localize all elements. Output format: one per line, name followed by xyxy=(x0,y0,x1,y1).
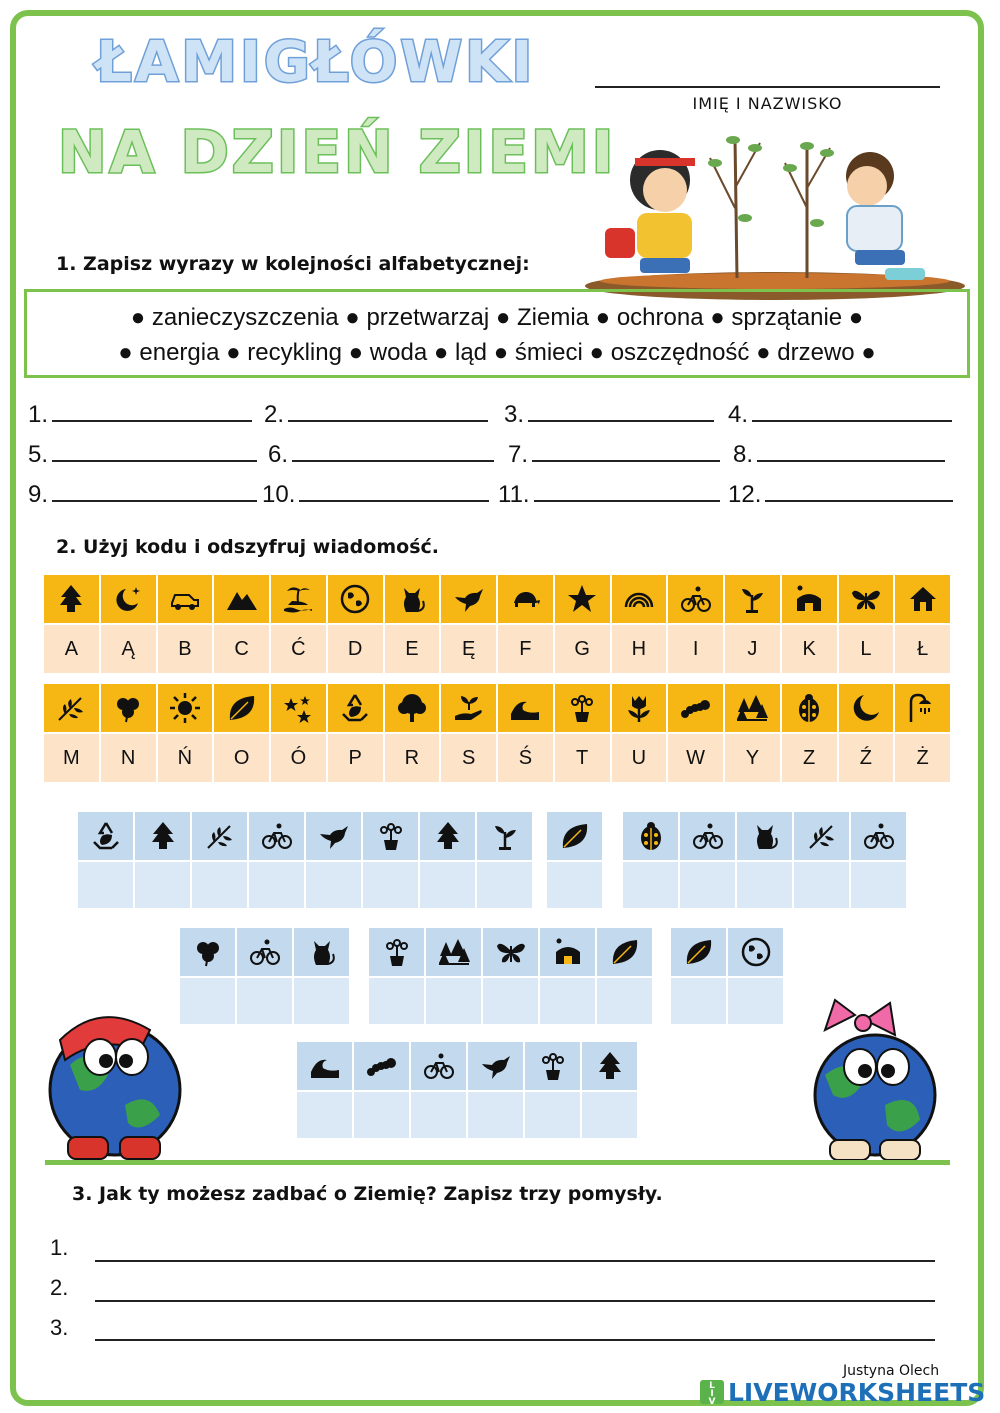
puzzle-symbol xyxy=(671,928,726,976)
puzzle-letter-input[interactable] xyxy=(671,978,726,1024)
puzzle-cell xyxy=(369,928,424,1024)
hummingbird-icon xyxy=(480,1050,512,1082)
puzzle-symbol xyxy=(728,928,783,976)
page-title-line1: ŁAMIGŁÓWKI xyxy=(96,30,536,95)
alphabetical-answer-blank[interactable] xyxy=(728,480,953,509)
puzzle-word xyxy=(78,812,532,908)
hummingbird-icon xyxy=(453,583,485,615)
puzzle-letter-input[interactable] xyxy=(547,862,602,908)
flower-pot-icon xyxy=(375,820,407,852)
name-field-label: IMIĘ I NAZWISKO xyxy=(692,94,843,113)
legend-symbol-cell xyxy=(271,575,326,623)
puzzle-cell xyxy=(671,928,726,1024)
code-legend-row1-letters xyxy=(44,625,950,673)
blank-number: 3. xyxy=(504,401,525,428)
leaf-icon xyxy=(683,936,715,968)
blank-number: 1. xyxy=(28,401,49,428)
leaf-icon xyxy=(609,936,641,968)
puzzle-cell xyxy=(249,812,304,908)
legend-symbol-cell xyxy=(441,575,496,623)
puzzle-cell xyxy=(623,812,678,908)
forest-icon xyxy=(438,936,470,968)
clover-icon xyxy=(112,692,144,724)
puzzle-symbol xyxy=(794,812,849,860)
author-signature: Justyna Olech xyxy=(843,1363,940,1379)
legend-letter-cell: R xyxy=(385,734,440,782)
idea-number: 2. xyxy=(50,1275,69,1300)
legend-symbol-cell xyxy=(441,684,496,732)
house-icon xyxy=(907,583,939,615)
star-icon xyxy=(566,583,598,615)
puzzle-letter-input[interactable] xyxy=(369,978,424,1024)
puzzle-cell xyxy=(737,812,792,908)
legend-letter-cell: Ó xyxy=(271,734,326,782)
blank-line[interactable] xyxy=(528,400,714,422)
puzzle-letter-input[interactable] xyxy=(477,862,532,908)
alphabetical-answer-blank[interactable] xyxy=(262,480,489,509)
legend-letter-cell: T xyxy=(555,734,610,782)
legend-symbol-cell xyxy=(214,684,269,732)
alphabetical-answer-blank[interactable] xyxy=(733,440,945,469)
blank-line[interactable] xyxy=(52,440,257,462)
legend-symbol-cell xyxy=(44,575,99,623)
legend-symbol-cell xyxy=(498,684,553,732)
legend-letter-cell: O xyxy=(214,734,269,782)
hummingbird-icon xyxy=(318,820,350,852)
globe-girl-mascot xyxy=(795,995,955,1165)
code-legend-row1-icons xyxy=(44,575,950,623)
puzzle-letter-input[interactable] xyxy=(420,862,475,908)
puzzle-letter-input[interactable] xyxy=(525,1092,580,1138)
sprout-icon xyxy=(736,583,768,615)
code-legend-row2-icons xyxy=(44,684,950,732)
puzzle-word xyxy=(369,928,652,1024)
idea-answer-line-3[interactable] xyxy=(95,1339,935,1341)
cat-icon xyxy=(306,936,338,968)
legend-letter-cell: B xyxy=(158,625,213,673)
puzzle-symbol xyxy=(525,1042,580,1090)
q3-title: 3. Jak ty możesz zadbać o Ziemię? Zapisz trzy pomysły. xyxy=(72,1183,663,1205)
puzzle-cell xyxy=(477,812,532,908)
legend-letter-cell: D xyxy=(328,625,383,673)
legend-symbol-cell xyxy=(158,684,213,732)
legend-symbol-cell xyxy=(895,575,950,623)
island-palm-icon xyxy=(282,583,314,615)
legend-letter-cell: I xyxy=(668,625,723,673)
puzzle-letter-input[interactable] xyxy=(597,978,652,1024)
bicycle-icon xyxy=(249,936,281,968)
puzzle-letter-input[interactable] xyxy=(135,862,190,908)
legend-letter-cell: J xyxy=(725,625,780,673)
leaf-icon xyxy=(226,692,258,724)
legend-symbol-cell xyxy=(668,575,723,623)
puzzle-cell xyxy=(78,812,133,908)
legend-symbol-cell xyxy=(725,684,780,732)
puzzle-letter-input[interactable] xyxy=(294,978,349,1024)
cat-icon xyxy=(396,583,428,615)
butterfly-icon xyxy=(850,583,882,615)
legend-symbol-cell xyxy=(158,575,213,623)
puzzle-letter-input[interactable] xyxy=(623,862,678,908)
puzzle-letter-input[interactable] xyxy=(237,978,292,1024)
hand-plant-icon xyxy=(453,692,485,724)
blank-number: 8. xyxy=(733,441,754,468)
pine-tree-icon xyxy=(594,1050,626,1082)
puzzle-symbol xyxy=(540,928,595,976)
legend-letter-cell: U xyxy=(612,734,667,782)
legend-symbol-cell xyxy=(328,575,383,623)
globe-icon xyxy=(740,936,772,968)
blank-line[interactable] xyxy=(532,440,720,462)
puzzle-symbol xyxy=(192,812,247,860)
puzzle-symbol xyxy=(78,812,133,860)
legend-letter-cell: Y xyxy=(725,734,780,782)
pine-tree-icon xyxy=(55,583,87,615)
legend-letter-cell: G xyxy=(555,625,610,673)
puzzle-letter-input[interactable] xyxy=(851,862,906,908)
puzzle-symbol xyxy=(237,928,292,976)
legend-symbol-cell xyxy=(555,575,610,623)
blank-line[interactable] xyxy=(765,480,953,502)
legend-symbol-cell xyxy=(668,684,723,732)
rainbow-icon xyxy=(623,583,655,615)
legend-symbol-cell xyxy=(725,575,780,623)
legend-letter-cell: Ń xyxy=(158,734,213,782)
alphabetical-answer-blank[interactable] xyxy=(498,480,720,509)
puzzle-symbol xyxy=(737,812,792,860)
idea-number: 3. xyxy=(50,1315,69,1340)
puzzle-symbol xyxy=(369,928,424,976)
puzzle-symbol xyxy=(483,928,538,976)
tulip-icon xyxy=(623,692,655,724)
alphabetical-answer-blank[interactable] xyxy=(28,400,252,429)
alphabetical-answer-blank[interactable] xyxy=(504,400,714,429)
ladybug-icon xyxy=(793,692,825,724)
mountains-icon xyxy=(226,583,258,615)
cat-icon xyxy=(749,820,781,852)
puzzle-cell xyxy=(237,928,292,1024)
puzzle-letter-input[interactable] xyxy=(483,978,538,1024)
caterpillar-icon xyxy=(680,692,712,724)
sun-icon xyxy=(169,692,201,724)
branch-icon xyxy=(806,820,838,852)
legend-letter-cell: Ż xyxy=(895,734,950,782)
puzzle-cell xyxy=(483,928,538,1024)
kids-planting-illustration xyxy=(585,118,970,303)
puzzle-symbol xyxy=(477,812,532,860)
legend-letter-cell: H xyxy=(612,625,667,673)
puzzle-cell xyxy=(294,928,349,1024)
idea-number: 1. xyxy=(50,1235,69,1260)
blank-line[interactable] xyxy=(292,440,494,462)
puzzle-cell xyxy=(468,1042,523,1138)
puzzle-symbol xyxy=(680,812,735,860)
legend-letter-cell: Ą xyxy=(101,625,156,673)
puzzle-letter-input[interactable] xyxy=(297,1092,352,1138)
legend-letter-cell: S xyxy=(441,734,496,782)
legend-letter-cell: N xyxy=(101,734,156,782)
blank-number: 9. xyxy=(28,481,49,508)
puzzle-letter-input[interactable] xyxy=(426,978,481,1024)
puzzle-symbol xyxy=(354,1042,409,1090)
blank-line[interactable] xyxy=(288,400,488,422)
puzzle-cell xyxy=(728,928,783,1024)
blank-number: 11. xyxy=(498,481,530,508)
puzzle-symbol xyxy=(297,1042,352,1090)
legend-symbol-cell xyxy=(385,575,440,623)
stars-icon xyxy=(282,692,314,724)
puzzle-letter-input[interactable] xyxy=(192,862,247,908)
puzzle-letter-input[interactable] xyxy=(354,1092,409,1138)
puzzle-cell xyxy=(794,812,849,908)
alphabetical-answer-blank[interactable] xyxy=(28,440,257,469)
shower-icon xyxy=(907,692,939,724)
puzzle-cell xyxy=(540,928,595,1024)
puzzle-cell xyxy=(426,928,481,1024)
name-field-line[interactable] xyxy=(595,86,940,88)
puzzle-symbol xyxy=(411,1042,466,1090)
branch-icon xyxy=(55,692,87,724)
puzzle-cell xyxy=(411,1042,466,1138)
moon-stars-icon xyxy=(112,583,144,615)
puzzle-word xyxy=(671,928,783,1024)
puzzle-symbol xyxy=(135,812,190,860)
legend-letter-cell: E xyxy=(385,625,440,673)
legend-letter-cell: L xyxy=(839,625,894,673)
crescent-icon xyxy=(850,692,882,724)
puzzle-symbol xyxy=(294,928,349,976)
puzzle-cell xyxy=(297,1042,352,1138)
legend-letter-cell: Ź xyxy=(839,734,894,782)
bicycle-icon xyxy=(261,820,293,852)
blank-line[interactable] xyxy=(752,400,952,422)
puzzle-symbol xyxy=(851,812,906,860)
legend-letter-cell: K xyxy=(782,625,837,673)
alphabetical-answer-blank[interactable] xyxy=(728,400,952,429)
word-bank-line2: ● energia ● recykling ● woda ● ląd ● śmieci ● oszczędność ● drzewo ● xyxy=(118,339,876,366)
legend-letter-cell: Ł xyxy=(895,625,950,673)
idea-answer-line-2[interactable] xyxy=(95,1300,935,1302)
puzzle-cell xyxy=(680,812,735,908)
puzzle-letter-input[interactable] xyxy=(411,1092,466,1138)
clover-icon xyxy=(192,936,224,968)
puzzle-letter-input[interactable] xyxy=(728,978,783,1024)
tree-icon xyxy=(396,692,428,724)
forest-icon xyxy=(736,692,768,724)
legend-symbol-cell xyxy=(782,575,837,623)
butterfly-icon xyxy=(495,936,527,968)
puzzle-symbol xyxy=(547,812,602,860)
puzzle-letter-input[interactable] xyxy=(582,1092,637,1138)
puzzle-word xyxy=(623,812,906,908)
puzzle-cell xyxy=(420,812,475,908)
puzzle-word xyxy=(297,1042,637,1138)
legend-symbol-cell xyxy=(271,684,326,732)
legend-symbol-cell xyxy=(839,684,894,732)
puzzle-symbol xyxy=(363,812,418,860)
alphabetical-answer-blank[interactable] xyxy=(508,440,720,469)
puzzle-cell xyxy=(135,812,190,908)
alphabetical-answer-blank[interactable] xyxy=(264,400,488,429)
leaf-icon xyxy=(559,820,591,852)
bicycle-icon xyxy=(423,1050,455,1082)
legend-symbol-cell xyxy=(101,684,156,732)
legend-symbol-cell xyxy=(385,684,440,732)
puzzle-letter-input[interactable] xyxy=(306,862,361,908)
puzzle-cell xyxy=(525,1042,580,1138)
puzzle-cell xyxy=(597,928,652,1024)
recycle-icon xyxy=(90,820,122,852)
puzzle-letter-input[interactable] xyxy=(78,862,133,908)
liveworksheets-wordmark: LIVEWORKSHEETS xyxy=(728,1377,986,1407)
blank-number: 12. xyxy=(728,481,762,508)
puzzle-letter-input[interactable] xyxy=(363,862,418,908)
legend-symbol-cell xyxy=(44,684,99,732)
legend-letter-cell: Z xyxy=(782,734,837,782)
barn-icon xyxy=(793,583,825,615)
car-icon xyxy=(169,583,201,615)
bicycle-icon xyxy=(692,820,724,852)
alphabetical-answer-blank[interactable] xyxy=(268,440,494,469)
barn-icon xyxy=(552,936,584,968)
wave-icon xyxy=(309,1050,341,1082)
recycle-icon xyxy=(339,692,371,724)
alphabetical-answer-blank[interactable] xyxy=(28,480,257,509)
blank-number: 5. xyxy=(28,441,49,468)
wave-icon xyxy=(509,692,541,724)
puzzle-word xyxy=(547,812,602,908)
globe-icon xyxy=(339,583,371,615)
blank-line[interactable] xyxy=(299,480,489,502)
blank-number: 4. xyxy=(728,401,749,428)
blank-number: 6. xyxy=(268,441,289,468)
legend-letter-cell: Ę xyxy=(441,625,496,673)
pine-tree-icon xyxy=(147,820,179,852)
legend-letter-cell: Ć xyxy=(271,625,326,673)
legend-symbol-cell xyxy=(895,684,950,732)
legend-symbol-cell xyxy=(782,684,837,732)
puzzle-symbol xyxy=(180,928,235,976)
puzzle-letter-input[interactable] xyxy=(680,862,735,908)
blank-number: 10. xyxy=(262,481,296,508)
sprout-icon xyxy=(489,820,521,852)
puzzle-cell xyxy=(306,812,361,908)
blank-line[interactable] xyxy=(757,440,945,462)
blank-number: 2. xyxy=(264,401,285,428)
puzzle-word xyxy=(180,928,349,1024)
flower-pot-icon xyxy=(381,936,413,968)
puzzle-cell xyxy=(354,1042,409,1138)
puzzle-cell xyxy=(192,812,247,908)
liveworksheets-mark-icon: L I V xyxy=(700,1380,724,1404)
puzzle-letter-input[interactable] xyxy=(540,978,595,1024)
page-title-line2: NA DZIEŃ ZIEMI xyxy=(58,118,617,186)
code-legend-row2-letters xyxy=(44,734,950,782)
legend-symbol-cell xyxy=(328,684,383,732)
blank-line[interactable] xyxy=(52,400,252,422)
bicycle-icon xyxy=(863,820,895,852)
legend-letter-cell: M xyxy=(44,734,99,782)
word-bank-line1: ● zanieczyszczenia ● przetwarzaj ● Ziemia ● ochrona ● sprzątanie ● xyxy=(130,304,864,331)
q1-title: 1. Zapisz wyrazy w kolejności alfabetycznej: xyxy=(56,253,530,275)
ladybug-icon xyxy=(635,820,667,852)
blank-number: 7. xyxy=(508,441,529,468)
q2-title: 2. Użyj kodu i odszyfruj wiadomość. xyxy=(56,536,439,558)
legend-letter-cell: A xyxy=(44,625,99,673)
puzzle-cell xyxy=(851,812,906,908)
puzzle-letter-input[interactable] xyxy=(249,862,304,908)
legend-letter-cell: W xyxy=(668,734,723,782)
legend-letter-cell: C xyxy=(214,625,269,673)
bicycle-icon xyxy=(680,583,712,615)
puzzle-symbol xyxy=(468,1042,523,1090)
blank-line[interactable] xyxy=(52,480,257,502)
word-bank xyxy=(24,289,970,378)
puzzle-symbol xyxy=(623,812,678,860)
legend-symbol-cell xyxy=(101,575,156,623)
liveworksheets-logo xyxy=(700,1378,985,1406)
legend-symbol-cell xyxy=(612,575,667,623)
blank-line[interactable] xyxy=(534,480,720,502)
branch-icon xyxy=(204,820,236,852)
legend-letter-cell: F xyxy=(498,625,553,673)
puzzle-cell xyxy=(547,812,602,908)
puzzle-symbol xyxy=(582,1042,637,1090)
puzzle-cell xyxy=(363,812,418,908)
legend-symbol-cell xyxy=(555,684,610,732)
pine-tree-icon xyxy=(432,820,464,852)
puzzle-letter-input[interactable] xyxy=(794,862,849,908)
ground-line xyxy=(45,1160,950,1165)
flower-pot-icon xyxy=(566,692,598,724)
puzzle-letter-input[interactable] xyxy=(737,862,792,908)
legend-symbol-cell xyxy=(498,575,553,623)
puzzle-symbol xyxy=(306,812,361,860)
legend-letter-cell: Ś xyxy=(498,734,553,782)
legend-symbol-cell xyxy=(612,684,667,732)
puzzle-symbol xyxy=(597,928,652,976)
legend-symbol-cell xyxy=(214,575,269,623)
puzzle-cell xyxy=(582,1042,637,1138)
puzzle-symbol xyxy=(249,812,304,860)
flower-pot-icon xyxy=(537,1050,569,1082)
idea-answer-line-1[interactable] xyxy=(95,1260,935,1262)
globe-boy-mascot xyxy=(40,995,190,1165)
legend-letter-cell: P xyxy=(328,734,383,782)
legend-symbol-cell xyxy=(839,575,894,623)
puzzle-symbol xyxy=(426,928,481,976)
puzzle-letter-input[interactable] xyxy=(468,1092,523,1138)
caterpillar-icon xyxy=(366,1050,398,1082)
turtle-icon xyxy=(509,583,541,615)
puzzle-symbol xyxy=(420,812,475,860)
